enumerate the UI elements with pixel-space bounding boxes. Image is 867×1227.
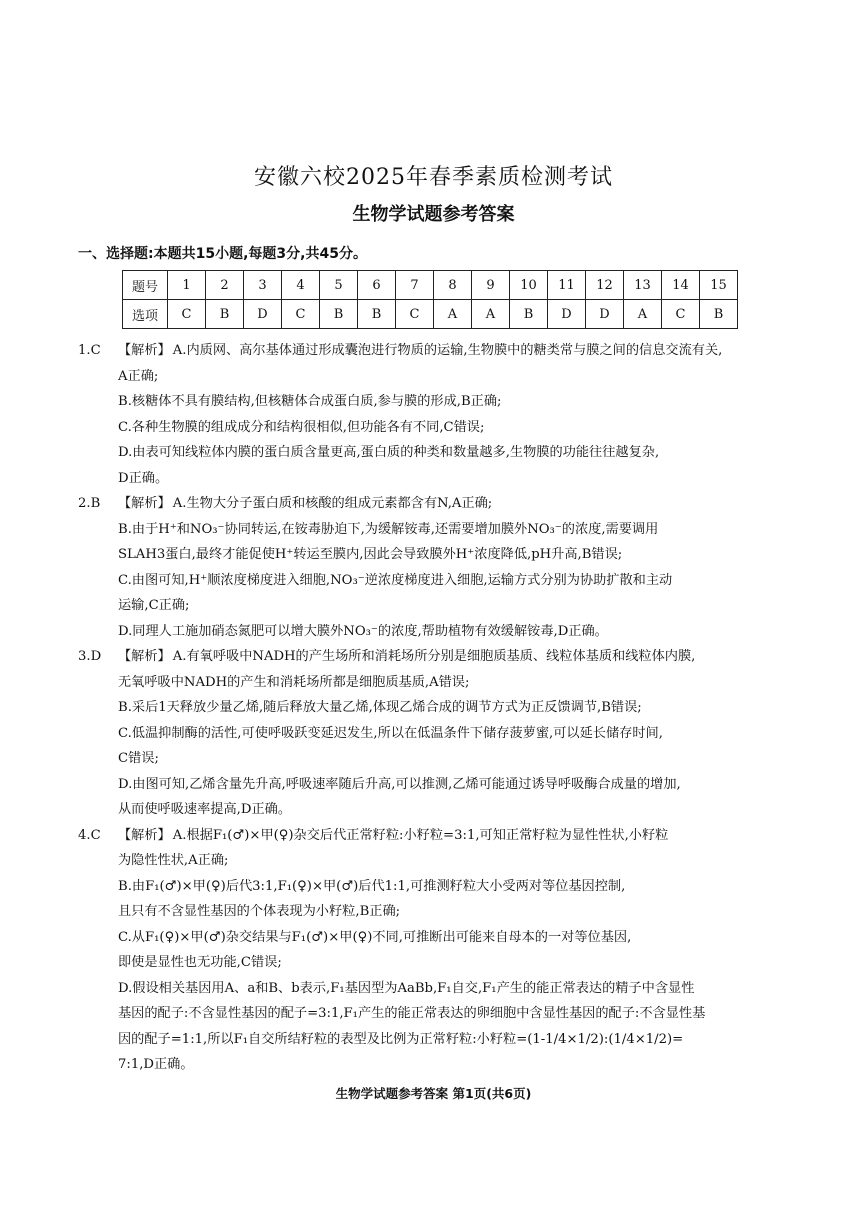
answer-option: D	[244, 300, 282, 329]
answer-option: B	[320, 300, 358, 329]
analysis-tag: 【解析】	[118, 649, 171, 664]
explanation-line: A.根据F₁(♂)×甲(♀)杂交后代正常籽粒:小籽粒=3:1,可知正常籽粒为显性性状,小籽粒	[172, 827, 669, 843]
explanation-line: 为隐性性状,A正确;	[118, 853, 229, 868]
analysis-tag: 【解析】	[118, 496, 171, 511]
explanation-line: A.内质网、高尔基体通过形成囊泡进行物质的运输,生物膜中的糖类常与膜之间的信息交流有关,	[172, 343, 723, 358]
question-explanation	[78, 338, 788, 364]
explanation-line: B.核糖体不具有膜结构,但核糖体合成蛋白质,参与膜的形成,B正确;	[118, 394, 502, 409]
answer-option: A	[434, 300, 472, 329]
answer-option: B	[206, 300, 244, 329]
question-number: 2	[206, 271, 244, 300]
question-number: 15	[700, 271, 738, 300]
question-number: 8	[434, 271, 472, 300]
explanation-line: 基因的配子:不含显性基因的配子=3:1,F₁产生的能正常表达的卵细胞中含显性基因的配子:不含显性基	[118, 1006, 706, 1021]
explanation-line: D.同理人工施加硝态氮肥可以增大膜外NO₃⁻的浓度,帮助植物有效缓解铵毒,D正确。	[118, 623, 608, 639]
explanations	[78, 338, 788, 1078]
explanation-line: B.由于H⁺和NO₃⁻协同转运,在铵毒胁迫下,为缓解铵毒,还需要增加膜外NO₃⁻的浓度,需要调用	[118, 521, 659, 537]
answer-option: B	[700, 300, 738, 329]
explanation-line: C.低温抑制酶的活性,可使呼吸跃变延迟发生,所以在低温条件下储存菠萝蜜,可以延长储存时间,	[118, 725, 663, 741]
explanation-line: C.从F₁(♀)×甲(♂)杂交结果与F₁(♂)×甲(♀)不同,可推断出可能来自母本的一对等位基因,	[118, 929, 632, 945]
explanation-line: D正确。	[118, 470, 169, 486]
answer-option: B	[510, 300, 548, 329]
answer-option: D	[548, 300, 586, 329]
explanation-line: D.假设相关基因用A、a和B、b表示,F₁基因型为AaBb,F₁自交,F₁产生的能正常表达的精子中含显性	[118, 980, 695, 996]
question-number: 5	[320, 271, 358, 300]
page-footer: 生物学试题参考答案 第1页(共6页)	[335, 1086, 532, 1101]
question-number: 3	[244, 271, 282, 300]
answer-option: C	[168, 300, 206, 329]
question-explanation	[78, 823, 788, 849]
question-number: 12	[586, 271, 624, 300]
answer-option: A	[624, 300, 662, 329]
question-number: 9	[472, 271, 510, 300]
explanation-line: 且只有不含显性基因的个体表现为小籽粒,B正确;	[118, 904, 401, 919]
explanation-line: 从而使呼吸速率提高,D正确。	[118, 802, 292, 817]
analysis-tag: 【解析】	[118, 827, 171, 843]
question-number: 7	[396, 271, 434, 300]
question-number: 6	[358, 271, 396, 300]
explanation-line: 因的配子=1:1,所以F₁自交所结籽粒的表型及比例为正常籽粒:小籽粒=(1-1/4×1/2):(1/4×1/2)=	[118, 1031, 684, 1047]
analysis-tag: 【解析】	[118, 343, 171, 358]
question-number: 13	[624, 271, 662, 300]
explanation-line: 运输,C正确;	[118, 598, 190, 613]
answer-option: B	[358, 300, 396, 329]
page-title: 安徽六校2025年春季素质检测考试	[254, 165, 613, 190]
explanation-line: A.生物大分子蛋白质和核酸的组成元素都含有N,A正确;	[172, 496, 493, 511]
explanation-line: 无氧呼吸中NADH的产生和消耗场所都是细胞质基质,A错误;	[118, 674, 470, 690]
question-number: 14	[662, 271, 700, 300]
answer-option: A	[472, 300, 510, 329]
explanation-line: B.采后1天释放少量乙烯,随后释放大量乙烯,体现乙烯合成的调节方式为正反馈调节,B错误;	[118, 700, 642, 715]
answer-option: C	[396, 300, 434, 329]
explanation-line: D.由表可知线粒体内膜的蛋白质含量更高,蛋白质的种类和数量越多,生物膜的功能往往越复杂,	[118, 445, 660, 460]
question-label: 3.D	[78, 649, 102, 664]
page-subtitle: 生物学试题参考答案	[352, 204, 515, 225]
explanation-line: SLAH3蛋白,最终才能促使H⁺转运至膜内,因此会导致膜外H⁺浓度降低,pH升高,B错误;	[118, 547, 623, 562]
row-label-number: 题号	[123, 271, 168, 300]
row-label-answer: 选项	[123, 300, 168, 329]
answer-table-answer-row	[123, 300, 738, 329]
answer-option: D	[586, 300, 624, 329]
question-number: 4	[282, 271, 320, 300]
answer-table-number-row	[123, 271, 738, 300]
explanation-line: 7:1,D正确。	[118, 1057, 194, 1072]
question-label: 1.C	[78, 343, 101, 358]
answer-table	[122, 270, 738, 329]
section-heading: 一、选择题:本题共15小题,每题3分,共45分。	[78, 246, 367, 262]
question-explanation	[78, 491, 788, 517]
answer-option: C	[282, 300, 320, 329]
explanation-line: C.由图可知,H⁺顺浓度梯度进入细胞,NO₃⁻逆浓度梯度进入细胞,运输方式分别为协助扩散和主动	[118, 572, 673, 588]
question-number: 10	[510, 271, 548, 300]
explanation-line: D.由图可知,乙烯含量先升高,呼吸速率随后升高,可以推测,乙烯可能通过诱导呼吸酶合成量的增加,	[118, 776, 681, 792]
explanation-line: C错误;	[118, 751, 159, 766]
explanation-line: B.由F₁(♂)×甲(♀)后代3:1,F₁(♀)×甲(♂)后代1:1,可推测籽粒大小受两对等位基因控制,	[118, 878, 626, 894]
explanation-line: C.各种生物膜的组成成分和结构很相似,但功能各有不同,C错误;	[118, 419, 485, 435]
question-label: 4.C	[78, 827, 101, 843]
explanation-line: A.有氧呼吸中NADH的产生场所和消耗场所分别是细胞质基质、线粒体基质和线粒体内膜,	[172, 649, 696, 664]
question-number: 1	[168, 271, 206, 300]
question-number: 11	[548, 271, 586, 300]
question-label: 2.B	[78, 496, 101, 511]
answer-option: C	[662, 300, 700, 329]
explanation-line: A正确;	[118, 368, 159, 384]
question-explanation	[78, 644, 788, 670]
explanation-line: 即使是显性也无功能,C错误;	[118, 955, 282, 970]
